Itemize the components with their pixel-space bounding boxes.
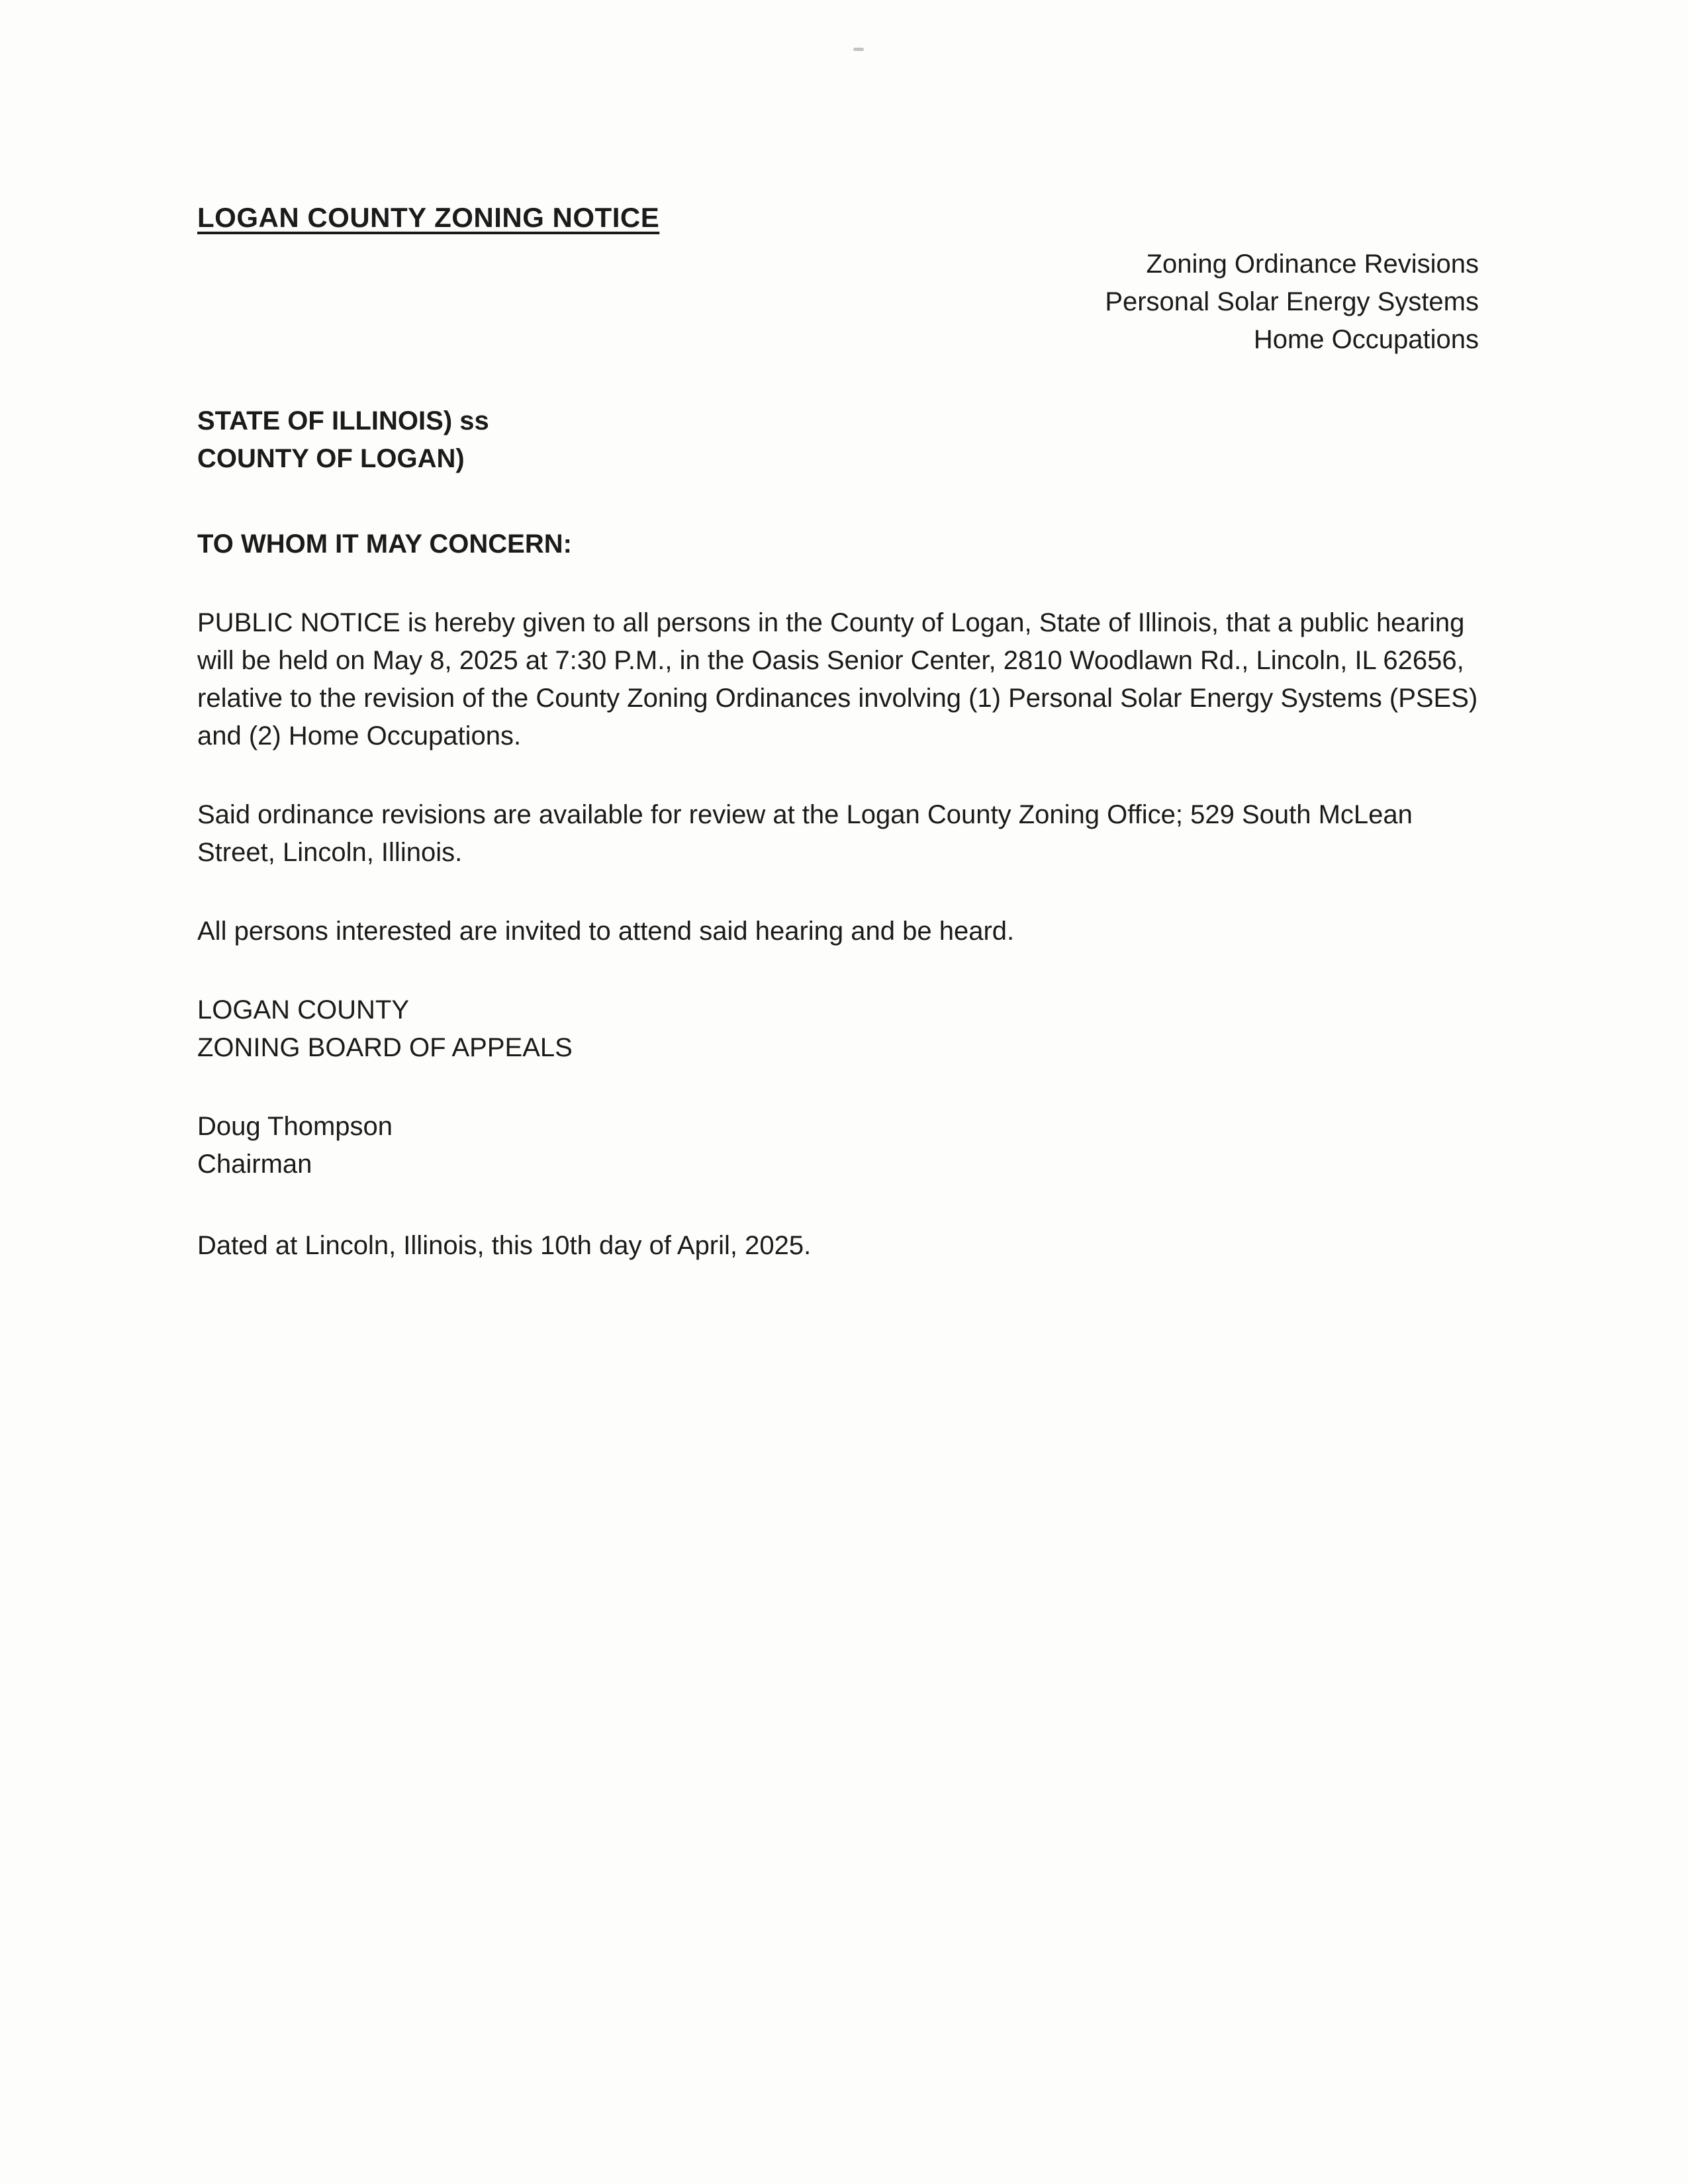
invitation-paragraph: All persons interested are invited to attend said hearing and be heard.	[197, 917, 1015, 946]
subject-block	[197, 246, 1479, 359]
subject-line-solar: Personal Solar Energy Systems	[1105, 287, 1479, 316]
public-notice-paragraph: PUBLIC NOTICE is hereby given to all persons in the County of Logan, State of Illinois, that a public hearing will be held on May 8, 2025 at 7:30 P.M., in the Oasis Senior Center, 2810 Woodlawn Rd., Lincoln, IL 62656, relative to the revision of the County Zoning Ordinances involving (1) Personal Solar Energy Systems (PSES) and (2) Home Occupations.	[197, 608, 1478, 751]
venue-caption	[197, 402, 1479, 478]
signatory-name: Doug Thompson	[197, 1112, 393, 1141]
notice-content	[197, 199, 1479, 1265]
county-line: COUNTY OF LOGAN)	[197, 444, 465, 473]
page-title: LOGAN COUNTY ZONING NOTICE	[197, 202, 660, 233]
subject-line-home-occupations: Home Occupations	[1253, 325, 1479, 354]
organization-line-board: ZONING BOARD OF APPEALS	[197, 1033, 573, 1062]
review-location-paragraph: Said ordinance revisions are available for review at the Logan County Zoning Office; 529 South McLean Street, Lincoln, Illinois.	[197, 800, 1413, 867]
signatory-title: Chairman	[197, 1150, 312, 1179]
state-line: STATE OF ILLINOIS) ss	[197, 406, 489, 435]
organization-block	[197, 991, 1479, 1067]
scan-artifact-mark	[853, 48, 864, 51]
dateline: Dated at Lincoln, Illinois, this 10th day of April, 2025.	[197, 1231, 812, 1260]
signatory-block	[197, 1108, 1479, 1183]
salutation: TO WHOM IT MAY CONCERN:	[197, 529, 572, 559]
organization-line-county: LOGAN COUNTY	[197, 995, 410, 1024]
subject-line-revisions: Zoning Ordinance Revisions	[1146, 250, 1479, 279]
